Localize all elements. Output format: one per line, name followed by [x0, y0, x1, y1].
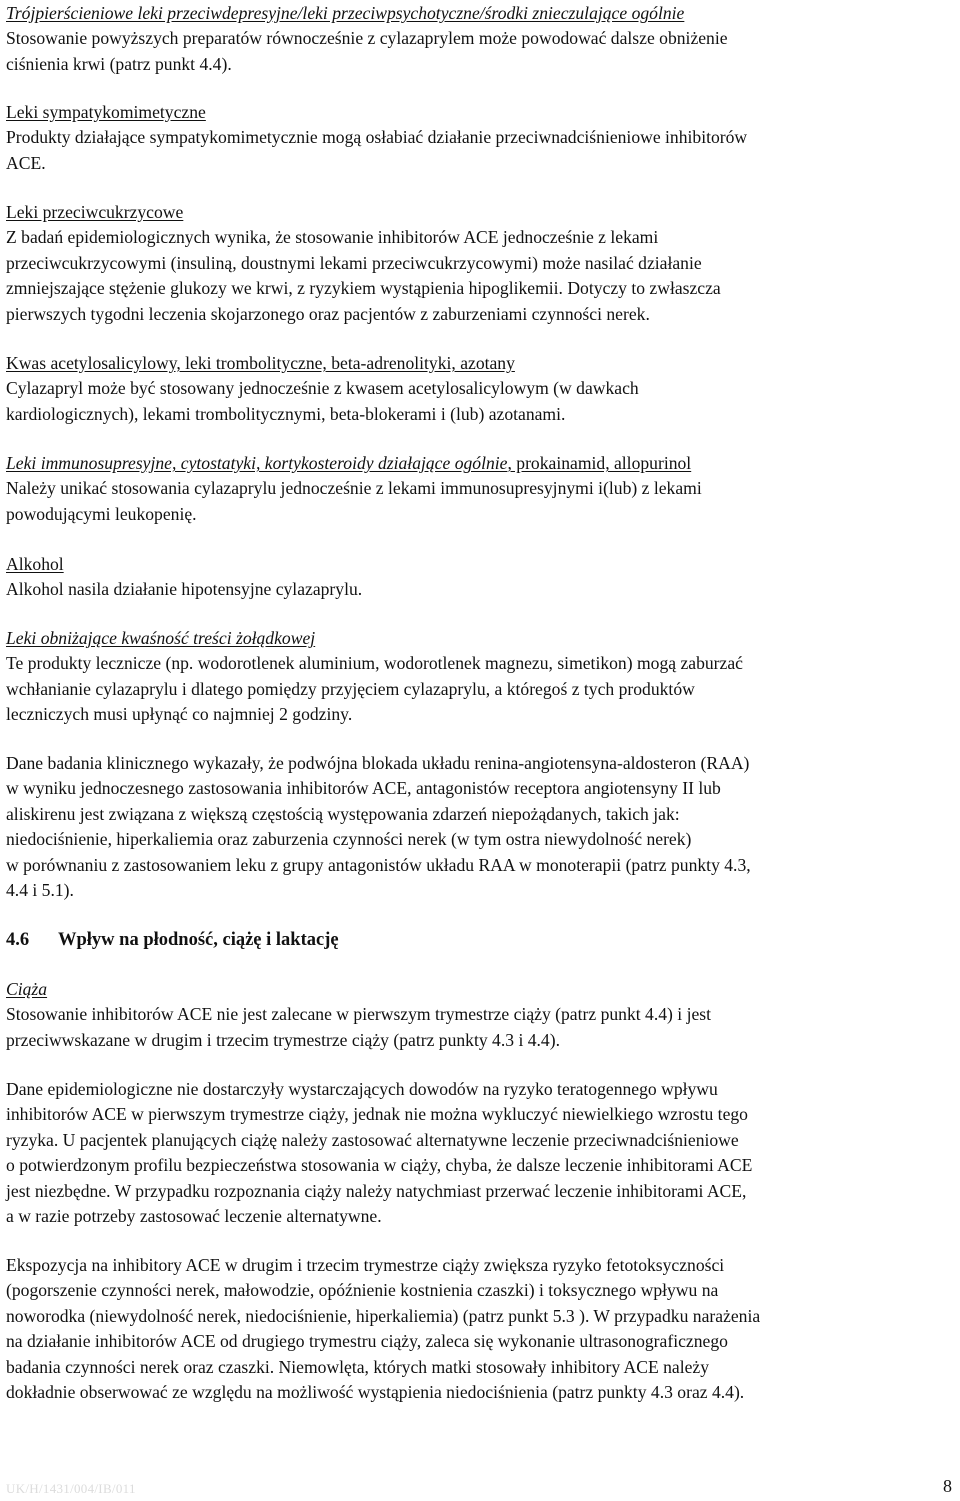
paragraph-line: noworodka (niewydolność nerek, niedociśnienie, hiperkaliemia) (patrz punkt 5.3 ). W przypadku narażenia — [6, 1305, 761, 1326]
page-number: 8 — [943, 1476, 952, 1496]
paragraph-line: Produkty działające sympatykomimetycznie mogą osłabiać działanie przeciwnadciśnieniowe inhibitorów — [6, 127, 748, 148]
paragraph-line: jest niezbędne. W przypadku rozpoznania ciąży należy natychmiast przerwać leczenie inhibitorami ACE, — [6, 1180, 747, 1201]
section-alcohol — [6, 552, 952, 603]
section-pregnancy — [6, 977, 952, 1053]
paragraph-line: Z badań epidemiologicznych wynika, że stosowanie inhibitorów ACE jednocześnie z lekami — [6, 227, 659, 248]
paragraph-line: leczniczych musi upłynąć co najmniej 2 godziny. — [6, 704, 353, 725]
paragraph-line: o potwierdzonym profilu bezpieczeństwa stosowania w ciąży, chyba, że dalsze leczenie inhibitorami ACE — [6, 1155, 753, 1176]
section-title: Leki obniżające kwaśność treści żołądkowej — [6, 628, 316, 648]
paragraph-line: Dane badania klinicznego wykazały, że podwójna blokada układu renina-angiotensyna-aldosteron (RAA) — [6, 753, 750, 773]
section-heading — [6, 928, 952, 953]
paragraph-line: a w razie potrzeby zastosować leczenie alternatywne. — [6, 1205, 382, 1226]
paragraph-line: inhibitorów ACE w pierwszym trymestrze ciąży, jednak nie można wykluczyć niewielkiego wzrostu tego — [6, 1104, 748, 1125]
section-immunosuppressants — [6, 451, 952, 527]
paragraph-line: Należy unikać stosowania cylazaprylu jednocześnie z lekami immunosupresyjnymi i(lub) z lekami — [6, 478, 702, 499]
paragraph-line: Stosowanie powyższych preparatów równocześnie z cylazaprylem może powodować dalsze obniżenie — [6, 28, 728, 49]
paragraph-line: Ekspozycja na inhibitory ACE w drugim i trzecim trymestrze ciąży zwiększa ryzyko fetotoksyczności — [6, 1255, 725, 1275]
section-title: Leki przeciwcukrzycowe — [6, 202, 184, 222]
paragraph-line: przeciwwskazane w drugim i trzecim trymestrze ciąży (patrz punkty 4.3 i 4.4). — [6, 1029, 560, 1050]
paragraph-line: (pogorszenie czynności nerek, małowodzie, opóźnienie kostnienia czaszki) i toksycznego wpływu na — [6, 1280, 719, 1301]
paragraph-line: kardiologicznych), lekami trombolitycznymi, beta-blokerami i (lub) azotanami. — [6, 403, 566, 424]
paragraph-line: aliskirenu jest związana z większą częstością występowania zdarzeń niepożądanych, takich jak: — [6, 803, 680, 824]
paragraph-line: Cylazapryl może być stosowany jednocześnie z kwasem acetylosalicylowym (w dawkach — [6, 378, 639, 399]
paragraph-line: dokładnie obserwować ze względu na możliwość wystąpienia niedociśnienia (patrz punkty 4.3 oraz 4.4). — [6, 1381, 745, 1402]
paragraph-line: ryzyka. U pacjentek planujących ciążę należy zastosować alternatywne leczenie przeciwnadciśnieniowe — [6, 1129, 739, 1150]
section-antidiabetics — [6, 200, 952, 327]
section-title-italic: Leki immunosupresyjne, cytostatyki, kortykosteroidy działające ogólnie — [6, 453, 508, 473]
paragraph-line: badania czynności nerek oraz czaszki. Niemowlęta, których matki stosowały inhibitory ACE należy — [6, 1356, 710, 1377]
paragraph-line: Dane epidemiologiczne nie dostarczyły wystarczających dowodów na ryzyko teratogennego wpływu — [6, 1079, 718, 1099]
paragraph-line: powodującymi leukopenię. — [6, 503, 197, 524]
paragraph-line: Stosowanie inhibitorów ACE nie jest zalecane w pierwszym trymestrze ciąży (patrz punkt 4.4) i jest — [6, 1004, 712, 1025]
section-title: Trójpierścieniowe leki przeciwdepresyjne/leki przeciwpsychotyczne/środki znieczulające ogólnie — [6, 3, 685, 23]
section-title-rest: , prokainamid, allopurinol — [507, 453, 692, 473]
section-title — [6, 451, 952, 476]
paragraph-line: 4.4 i 5.1). — [6, 879, 74, 900]
footer-document-code: UK/H/1431/004/IB/011 — [6, 1481, 136, 1496]
paragraph-line: Te produkty lecznicze (np. wodorotlenek aluminium, wodorotlenek magnezu, simetikon) mogą zaburzać — [6, 653, 743, 674]
section-epidemiology — [6, 1077, 952, 1229]
paragraph-line: w porównaniu z zastosowaniem leku z grupy antagonistów układu RAA w monoterapii (patrz punkty 4.3, — [6, 854, 751, 875]
section-heading-title: Wpływ na płodność, ciążę i laktację — [58, 930, 339, 950]
paragraph-line: zmniejszające stężenie glukozy we krwi, z ryzykiem wystąpienia hipoglikemii. Dotyczy to zwłaszcza — [6, 278, 721, 299]
section-sympathomimetics — [6, 100, 952, 176]
section-raa-blockade — [6, 751, 952, 903]
paragraph-line: Alkohol nasila działanie hipotensyjne cylazaprylu. — [6, 579, 363, 600]
section-title: Leki sympatykomimetyczne — [6, 102, 206, 122]
section-exposure — [6, 1253, 952, 1405]
paragraph-line: ACE. — [6, 152, 46, 173]
section-number: 4.6 — [6, 930, 30, 950]
paragraph-line: pierwszych tygodni leczenia skojarzonego oraz pacjentów z zaburzeniami czynności nerek. — [6, 303, 650, 324]
paragraph-line: przeciwcukrzycowymi (insuliną, doustnymi lekami przeciwcukrzycowymi) może nasilać działanie — [6, 252, 702, 273]
paragraph-line: wchłanianie cylazaprylu i dlatego pomiędzy przyjęciem cylazaprylu, a któregoś z tych produktów — [6, 678, 695, 699]
section-title: Kwas acetylosalicylowy, leki trombolityczne, beta-adrenolityki, azotany — [6, 353, 515, 373]
paragraph-line: na działanie inhibitorów ACE od drugiego trymestru ciąży, zaleca się wykonanie ultrasonograficznego — [6, 1331, 728, 1352]
section-tricyclic — [6, 1, 952, 77]
section-title: Alkohol — [6, 554, 64, 574]
paragraph-line: ciśnienia krwi (patrz punkt 4.4). — [6, 53, 232, 74]
section-antacids — [6, 626, 952, 728]
section-aspirin — [6, 351, 952, 427]
section-title: Ciąża — [6, 979, 48, 999]
paragraph-line: w wyniku jednoczesnego zastosowania inhibitorów ACE, antagonistów receptora angiotensyny II lub — [6, 778, 721, 799]
paragraph-line: niedociśnienie, hiperkaliemia oraz zaburzenia czynności nerek (w tym ostra niewydolność nerek) — [6, 829, 692, 850]
